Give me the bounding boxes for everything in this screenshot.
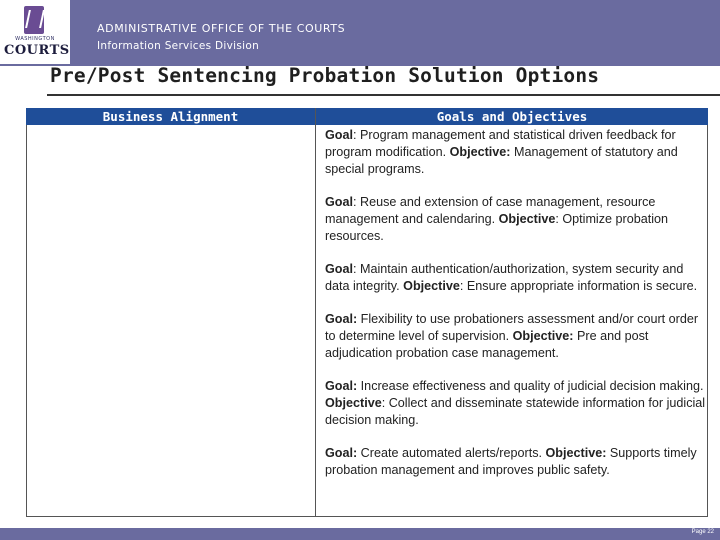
objective-text: Management of statutory and special programs.: [325, 145, 678, 176]
title-divider: [47, 94, 720, 96]
objective-text: Supports timely probation management and improves public safety.: [325, 446, 697, 477]
goals-list: [325, 127, 710, 495]
goal-label: Goal:: [325, 446, 358, 460]
objective-label: Objective:: [449, 145, 511, 159]
goal-text: : Maintain authentication/authorization, system security and data integrity.: [325, 262, 684, 293]
objective-label: Objective:: [512, 329, 574, 343]
goal-label: Goal: [325, 128, 353, 142]
logo-courts-text: COURTS: [4, 43, 70, 58]
business-alignment-cell: [27, 125, 315, 516]
goal-text: Increase effectiveness and quality of judicial decision making.: [357, 379, 704, 393]
objective-label: Objective: [403, 279, 460, 293]
division-name: Information Services Division: [97, 40, 260, 52]
goal-label: Goal:: [325, 379, 358, 393]
objective-text: : Collect and disseminate statewide information for judicial decision making.: [325, 396, 706, 427]
goal-item-1: [325, 127, 710, 178]
page-title: Pre/Post Sentencing Probation Solution Options: [50, 64, 600, 87]
goal-label: Goal:: [325, 312, 358, 326]
objective-label: Objective: [498, 212, 556, 226]
courts-emblem-icon: [24, 6, 44, 34]
objective-label: Objective:: [545, 446, 607, 460]
goal-item-6: [325, 445, 710, 479]
goal-item-2: [325, 194, 710, 245]
goal-item-3: [325, 261, 710, 295]
column-header-business-alignment: Business Alignment: [26, 108, 315, 125]
objective-text: : Optimize probation resources.: [325, 212, 669, 243]
page-number: Page 22: [691, 529, 714, 535]
washington-courts-logo: [0, 0, 70, 64]
header-band: [0, 0, 720, 66]
footer-bar: [0, 528, 720, 540]
goal-label: Goal: [325, 195, 353, 209]
objective-text: Pre and post adjudication probation case management.: [325, 329, 649, 360]
goal-label: Goal: [325, 262, 353, 276]
goal-text: : Reuse and extension of case management, resource management and calendaring.: [325, 195, 656, 226]
goal-item-5: [325, 378, 710, 429]
logo-state-text: WASHINGTON: [15, 36, 55, 42]
goal-item-4: [325, 311, 710, 362]
column-divider: [315, 108, 316, 517]
column-header-goals-objectives: Goals and Objectives: [316, 108, 708, 125]
goal-text: : Program management and statistical driven feedback for program modification.: [325, 128, 676, 159]
goal-text: Create automated alerts/reports.: [357, 446, 546, 460]
objective-text: : Ensure appropriate information is secure.: [459, 279, 698, 293]
objective-label: Objective: [325, 396, 382, 410]
goal-text: Flexibility to use probationers assessment and/or court order to determine level of supervision.: [325, 312, 699, 343]
agency-name: ADMINISTRATIVE OFFICE OF THE COURTS: [97, 22, 346, 35]
